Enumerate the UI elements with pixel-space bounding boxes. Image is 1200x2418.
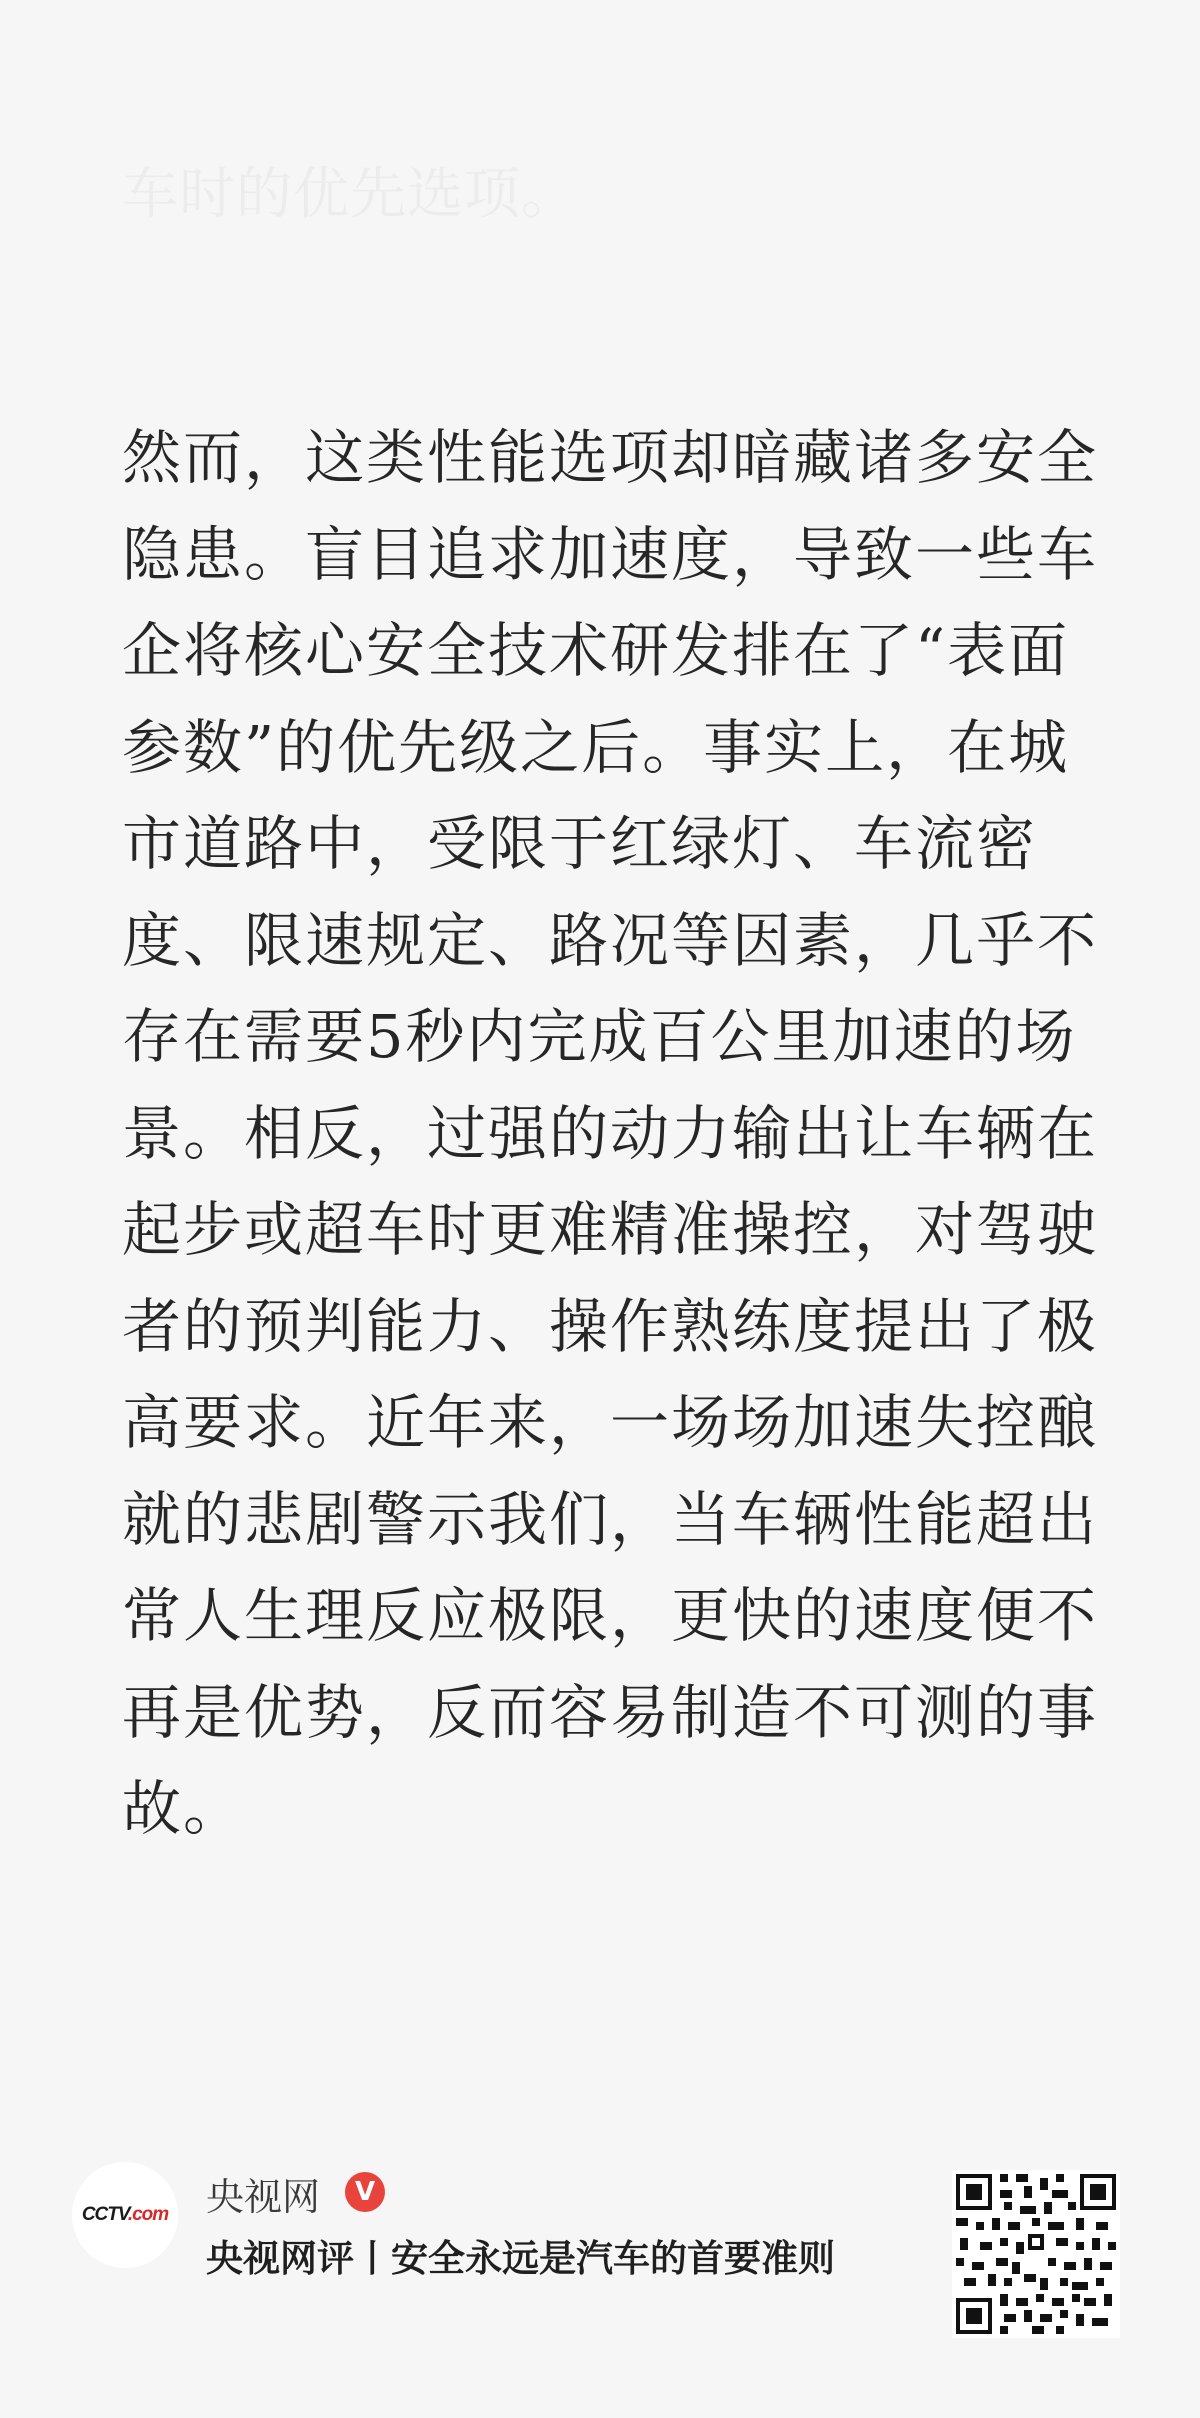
article-line: 市道路中，受限于红绿灯、车流密: [122, 809, 1038, 878]
source-article-title[interactable]: 央视网评丨安全永远是汽车的首要准则: [206, 2237, 835, 2280]
cctv-logo[interactable]: [72, 2162, 178, 2268]
article-line: 常人生理反应极限，更快的速度便不: [122, 1581, 1099, 1650]
article-line: 者的预判能力、操作熟练度提出了极: [122, 1291, 1099, 1361]
article-line: 参数”的优先级之后。事实上，在城: [122, 712, 1070, 782]
verified-badge-icon: V: [345, 2172, 385, 2212]
cctv-logo-text: [82, 2204, 168, 2226]
source-name[interactable]: 央视网: [206, 2175, 321, 2219]
faded-previous-text: 车时的优先选项。: [122, 162, 578, 227]
article-line: 故。: [122, 1774, 245, 1843]
logo-text-com: .com: [127, 2204, 169, 2225]
article-line: 景。相反，过强的动力输出让车辆在: [122, 1098, 1099, 1168]
logo-text-cctv: CCTV: [81, 2204, 128, 2225]
article-line: 高要求。近年来，一场场加速失控酿: [122, 1388, 1099, 1457]
article-line: 起步或超车时更难精准操控，对驾驶: [122, 1195, 1099, 1264]
qr-code-icon[interactable]: [952, 2170, 1120, 2338]
article-line: 再是优势，反而容易制造不可测的事: [122, 1677, 1099, 1747]
article-line: 就的悲剧警示我们，当车辆性能超出: [122, 1484, 1099, 1554]
article-line: 隐患。盲目追求加速度，导致一些车: [122, 519, 1099, 589]
source-card[interactable]: [0, 2150, 1200, 2350]
article-line: 度、限速规定、路况等因素，几乎不: [122, 905, 1099, 975]
article-line: 然而，这类性能选项却暗藏诸多安全: [122, 423, 1099, 492]
article-body: [122, 410, 1099, 1858]
article-line: 存在需要5秒内完成百公里加速的场: [122, 1002, 1077, 1071]
article-line: 企将核心安全技术研发排在了“表面: [122, 616, 1070, 685]
